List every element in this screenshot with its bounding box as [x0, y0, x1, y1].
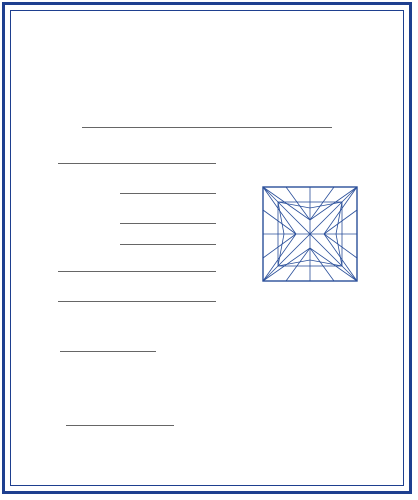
- princess-cut-diagram: [262, 186, 358, 282]
